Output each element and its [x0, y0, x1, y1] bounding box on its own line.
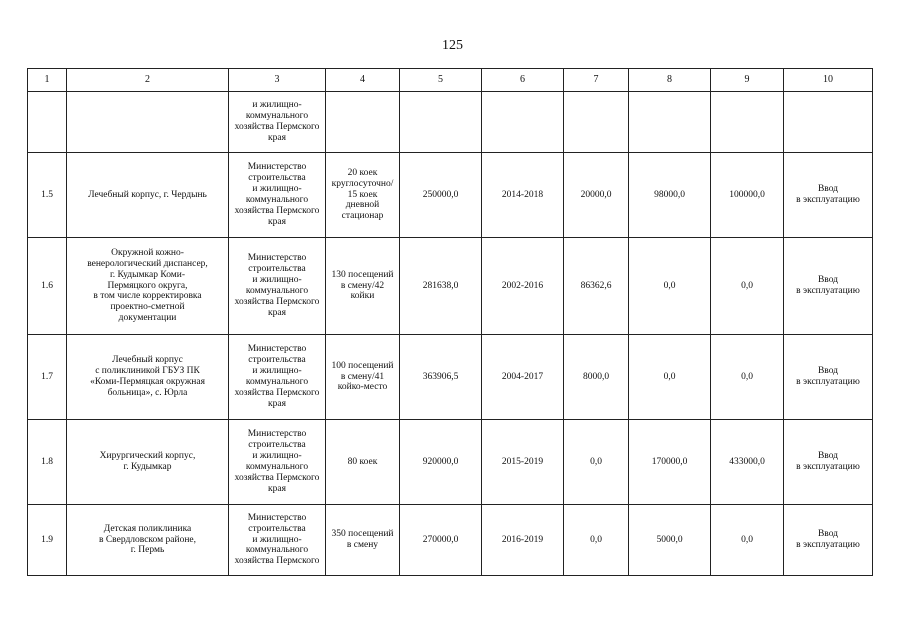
header-cell: 5 — [400, 69, 482, 92]
capacity-cell: 20 коек круглосуточно/ 15 коек дневной стационар — [326, 153, 400, 238]
period-cell: 2002-2016 — [482, 238, 564, 335]
header-row — [28, 69, 873, 92]
table-row — [28, 505, 873, 576]
value-cell — [564, 92, 629, 153]
object-name-cell: Хирургический корпус, г. Кудымкар — [67, 420, 229, 505]
value-cell: 170000,0 — [629, 420, 711, 505]
value-cell: 100000,0 — [711, 153, 784, 238]
item-number-cell: 1.7 — [28, 335, 67, 420]
item-number-cell: 1.5 — [28, 153, 67, 238]
value-cell: 0,0 — [711, 238, 784, 335]
header-cell: 1 — [28, 69, 67, 92]
customer-cell: Министерство строительства и жилищно- коммунального хозяйства Пермского края — [229, 238, 326, 335]
item-number-cell: 1.9 — [28, 505, 67, 576]
customer-cell: Министерство строительства и жилищно- коммунального хозяйства Пермского края — [229, 335, 326, 420]
item-number-cell: 1.8 — [28, 420, 67, 505]
value-cell: 0,0 — [629, 335, 711, 420]
object-name-cell: Окружной кожно- венерологический диспансер, г. Кудымкар Коми- Пермяцкого округа, в том числе корректировка проектно-сметной документации — [67, 238, 229, 335]
result-cell: Ввод в эксплуатацию — [784, 238, 873, 335]
page-number: 125 — [442, 38, 463, 53]
value-cell: 0,0 — [711, 335, 784, 420]
customer-cell: Министерство строительства и жилищно- коммунального хозяйства Пермского края — [229, 420, 326, 505]
table-row — [28, 420, 873, 505]
value-cell — [711, 92, 784, 153]
item-number-cell: 1.6 — [28, 238, 67, 335]
period-cell: 2014-2018 — [482, 153, 564, 238]
value-cell: 5000,0 — [629, 505, 711, 576]
data-table — [27, 68, 873, 576]
capacity-cell: 100 посещений в смену/41 койко-место — [326, 335, 400, 420]
value-cell: 0,0 — [564, 505, 629, 576]
capacity-cell: 80 коек — [326, 420, 400, 505]
cost-cell: 920000,0 — [400, 420, 482, 505]
result-cell: Ввод в эксплуатацию — [784, 153, 873, 238]
header-cell: 4 — [326, 69, 400, 92]
period-cell — [482, 92, 564, 153]
table-row — [28, 238, 873, 335]
value-cell: 98000,0 — [629, 153, 711, 238]
period-cell: 2016-2019 — [482, 505, 564, 576]
value-cell: 86362,6 — [564, 238, 629, 335]
capacity-cell — [326, 92, 400, 153]
period-cell: 2015-2019 — [482, 420, 564, 505]
result-cell — [784, 92, 873, 153]
value-cell: 433000,0 — [711, 420, 784, 505]
table-row — [28, 153, 873, 238]
value-cell — [629, 92, 711, 153]
result-cell: Ввод в эксплуатацию — [784, 335, 873, 420]
cost-cell: 250000,0 — [400, 153, 482, 238]
value-cell: 20000,0 — [564, 153, 629, 238]
header-cell: 10 — [784, 69, 873, 92]
header-cell: 7 — [564, 69, 629, 92]
value-cell: 8000,0 — [564, 335, 629, 420]
object-name-cell: Лечебный корпус с поликлиникой ГБУЗ ПК «Коми-Пермяцкая окружная больница», с. Юрла — [67, 335, 229, 420]
header-cell: 3 — [229, 69, 326, 92]
cost-cell: 281638,0 — [400, 238, 482, 335]
header-cell: 9 — [711, 69, 784, 92]
header-cell: 6 — [482, 69, 564, 92]
header-cell: 8 — [629, 69, 711, 92]
customer-cell: и жилищно- коммунального хозяйства Пермского края — [229, 92, 326, 153]
object-name-cell: Лечебный корпус, г. Чердынь — [67, 153, 229, 238]
value-cell: 0,0 — [564, 420, 629, 505]
cost-cell: 363906,5 — [400, 335, 482, 420]
customer-cell: Министерство строительства и жилищно- коммунального хозяйства Пермского — [229, 505, 326, 576]
item-number-cell — [28, 92, 67, 153]
value-cell: 0,0 — [711, 505, 784, 576]
result-cell: Ввод в эксплуатацию — [784, 420, 873, 505]
period-cell: 2004-2017 — [482, 335, 564, 420]
table-row — [28, 335, 873, 420]
cost-cell — [400, 92, 482, 153]
result-cell: Ввод в эксплуатацию — [784, 505, 873, 576]
capacity-cell: 130 посещений в смену/42 койки — [326, 238, 400, 335]
object-name-cell: Детская поликлиника в Свердловском районе, г. Пермь — [67, 505, 229, 576]
header-cell: 2 — [67, 69, 229, 92]
capacity-cell: 350 посещений в смену — [326, 505, 400, 576]
table-row — [28, 92, 873, 153]
cost-cell: 270000,0 — [400, 505, 482, 576]
customer-cell: Министерство строительства и жилищно- коммунального хозяйства Пермского края — [229, 153, 326, 238]
value-cell: 0,0 — [629, 238, 711, 335]
object-name-cell — [67, 92, 229, 153]
